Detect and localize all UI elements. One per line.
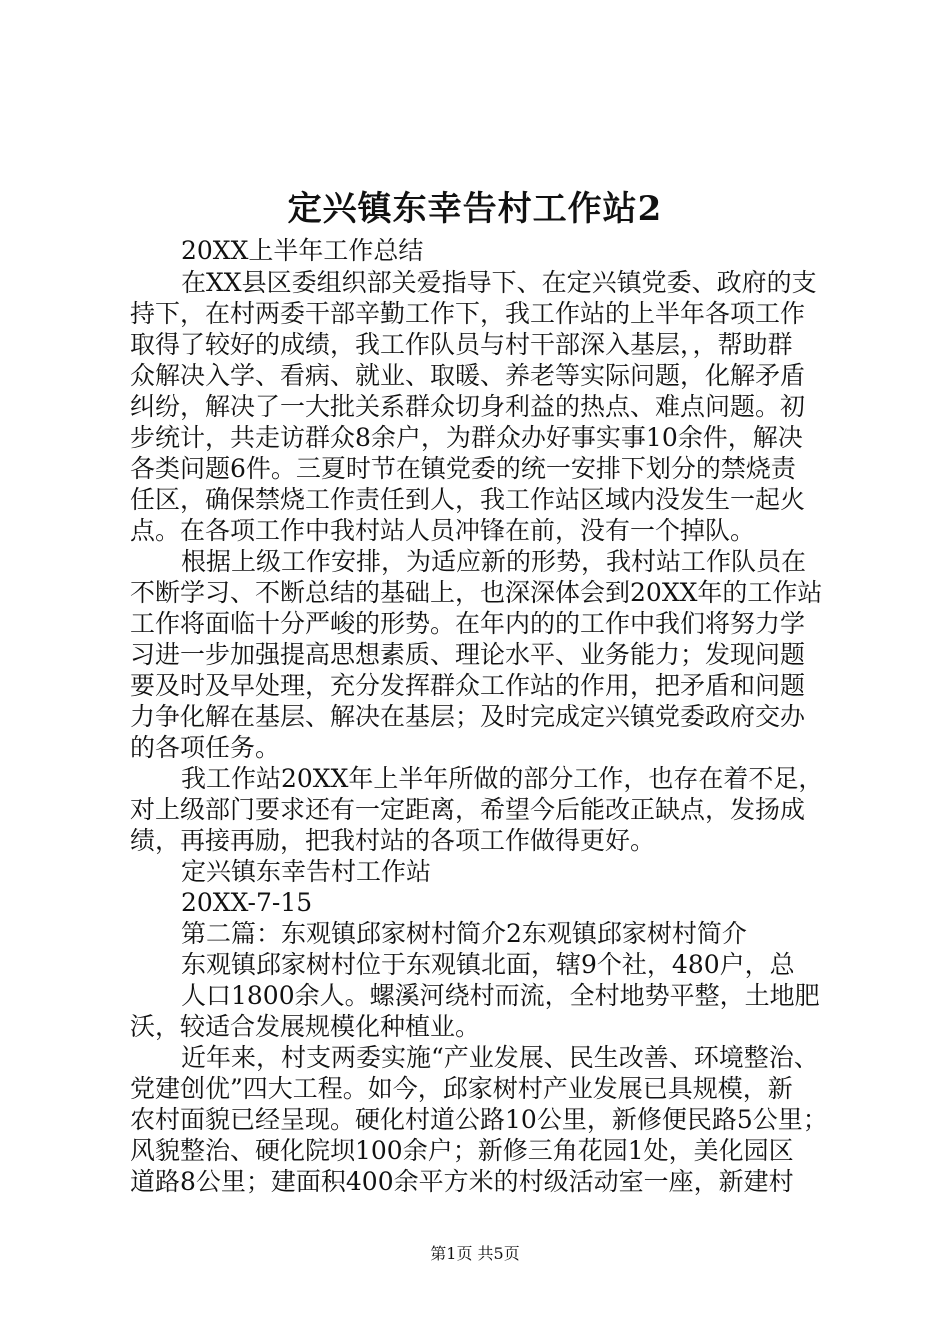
- text-line: 取得了较好的成绩，我工作队员与村干部深入基层，，帮助群: [130, 330, 793, 359]
- document-title: 定兴镇东幸告村工作站2: [287, 189, 663, 229]
- text-line: 的各项任务。: [130, 733, 281, 762]
- text-line: 绩，再接再励，把我村站的各项工作做得更好。: [130, 826, 656, 855]
- text-line: 风貌整治、硬化院坝100余户；新修三角花园1处，美化园区: [130, 1136, 794, 1165]
- text-line: 农村面貌已经呈现。硬化村道公路10公里，新修便民路5公里；: [130, 1105, 828, 1134]
- signature-date: 20XX-7-15: [181, 888, 313, 917]
- text-line: 20XX上半年工作总结: [181, 236, 424, 265]
- text-line: 力争化解在基层、解决在基层；及时完成定兴镇党委政府交办: [130, 702, 806, 731]
- text-line: 步统计，共走访群众8余户，为群众办好事实事10余件，解决: [130, 423, 803, 452]
- text-line: 要及时及早处理，充分发挥群众工作站的作用，把矛盾和问题: [130, 671, 806, 700]
- text-line: 在XX县区委组织部关爱指导下、在定兴镇党委、政府的支: [181, 268, 817, 297]
- text-line: 沃，较适合发展规模化种植业。: [130, 1012, 481, 1041]
- text-line: 我工作站20XX年上半年所做的部分工作，也存在着不足，: [181, 764, 824, 793]
- text-line: 近年来，村支两委实施“产业发展、民生改善、环境整治、: [181, 1043, 819, 1072]
- text-line: 众解决入学、看病、就业、取暖、养老等实际问题，化解矛盾: [130, 361, 806, 390]
- signature-org: 定兴镇东幸告村工作站: [181, 857, 432, 886]
- text-line: 人口1800余人。螺溪河绕村而流，全村地势平整，土地肥: [181, 981, 820, 1010]
- text-line: 任区，确保禁烧工作责任到人，我工作站区域内没发生一起火: [130, 485, 806, 514]
- text-line: 不断学习、不断总结的基础上，也深深体会到20XX年的工作站: [130, 578, 823, 607]
- text-line: 纠纷，解决了一大批关系群众切身利益的热点、难点问题。初: [130, 392, 806, 421]
- text-line: 党建创优”四大工程。如今，邱家树村产业发展已具规模，新: [130, 1074, 793, 1103]
- text-line: 对上级部门要求还有一定距离，希望今后能改正缺点，发扬成: [130, 795, 806, 824]
- text-line: 习进一步加强提高思想素质、理论水平、业务能力；发现问题: [130, 640, 806, 669]
- page-footer: 第1页 共5页: [430, 1244, 520, 1263]
- text-line: 东观镇邱家树村位于东观镇北面，辖9个社，480户，总: [181, 950, 795, 979]
- text-line: 道路8公里；建面积400余平方米的村级活动室一座，新建村: [130, 1167, 794, 1196]
- text-line: 点。在各项工作中我村站人员冲锋在前，没有一个掉队。: [130, 516, 756, 545]
- text-line: 根据上级工作安排，为适应新的形势，我村站工作队员在: [181, 547, 807, 576]
- text-line: 各类问题6件。三夏时节在镇党委的统一安排下划分的禁烧责: [130, 454, 796, 483]
- section-heading: 第二篇：东观镇邱家树村简介2东观镇邱家树村简介: [181, 919, 747, 948]
- text-line: 工作将面临十分严峻的形势。在年内的的工作中我们将努力学: [130, 609, 806, 638]
- text-line: 持下，在村两委干部辛勤工作下，我工作站的上半年各项工作: [130, 299, 806, 328]
